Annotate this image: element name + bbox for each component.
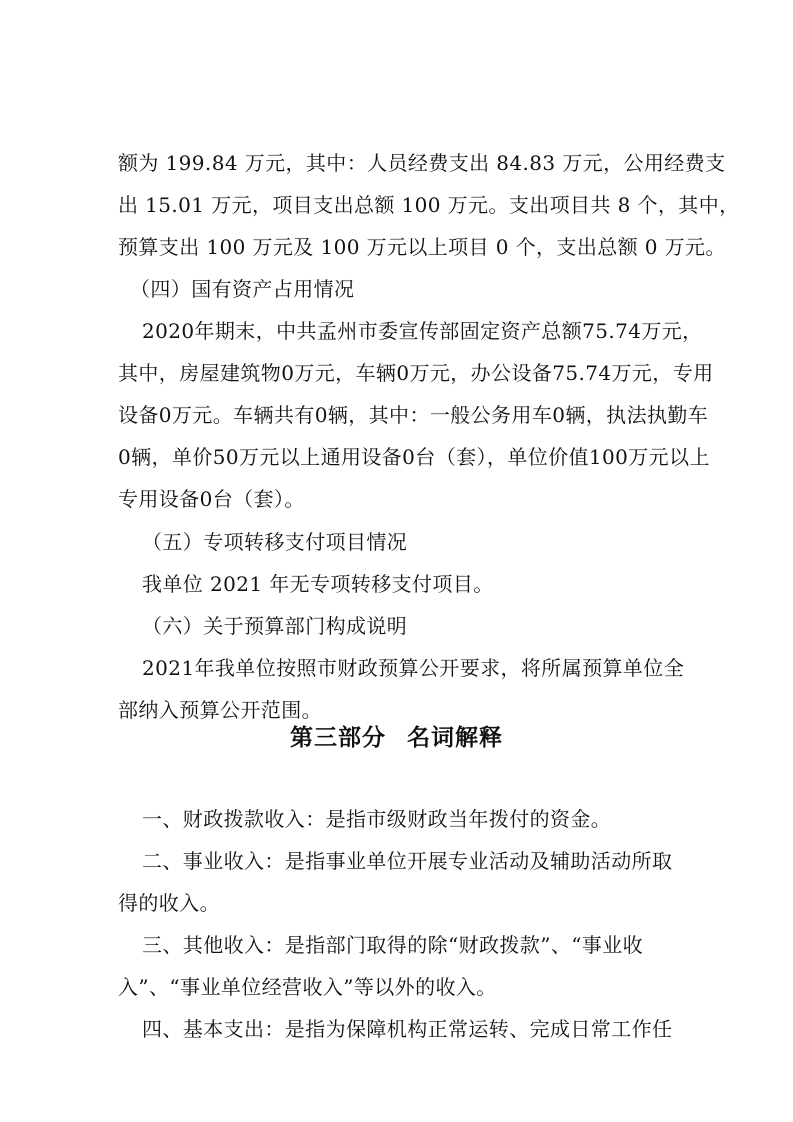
definition-line-3: 得的收入。 [118,891,220,915]
assets-line-2: 其中，房屋建筑物0万元，车辆0万元，办公设备75.74万元，专用 [118,361,714,385]
definition-line-1: 一、财政拨款收入：是指市级财政当年拨付的资金。 [142,807,612,831]
definition-line-4: 三、其他收入：是指部门取得的除“财政拨款”、“事业收 [142,933,644,957]
assets-line-1: 2020年期末，中共孟州市委宣传部固定资产总额75.74万元， [142,319,703,343]
department-heading: （六）关于预算部门构成说明 [142,614,408,638]
budget-line-2: 出 15.01 万元，项目支出总额 100 万元。支出项目共 8 个，其中， [118,193,740,217]
transfer-line-1: 我单位 2021 年无专项转移支付项目。 [142,572,494,596]
department-line-1: 2021年我单位按照市财政预算公开要求，将所属预算单位全 [142,656,685,680]
definition-line-6: 四、基本支出：是指为保障机构正常运转、完成日常工作任 [142,1017,673,1041]
definition-line-2: 二、事业收入：是指事业单位开展专业活动及辅助活动所取 [142,849,673,873]
assets-line-3: 设备0万元。车辆共有0辆，其中：一般公务用车0辆，执法执勤车 [118,403,709,427]
transfer-heading: （五）专项转移支付项目情况 [142,530,408,554]
budget-line-3: 预算支出 100 万元及 100 万元以上项目 0 个，支出总额 0 万元。 [118,235,726,259]
assets-line-5: 专用设备0台（套）。 [118,487,305,511]
definition-line-5: 入”、“事业单位经营收入”等以外的收入。 [118,975,497,999]
assets-heading: （四）国有资产占用情况 [130,277,355,301]
budget-line-1: 额为 199.84 万元，其中：人员经费支出 84.83 万元，公用经费支 [118,151,726,175]
department-line-2: 部纳入预算公开范围。 [118,698,322,722]
part-three-title: 第三部分 名词解释 [289,725,503,751]
assets-line-4: 0辆，单价50万元以上通用设备0台（套），单位价值100万元以上 [118,445,710,469]
